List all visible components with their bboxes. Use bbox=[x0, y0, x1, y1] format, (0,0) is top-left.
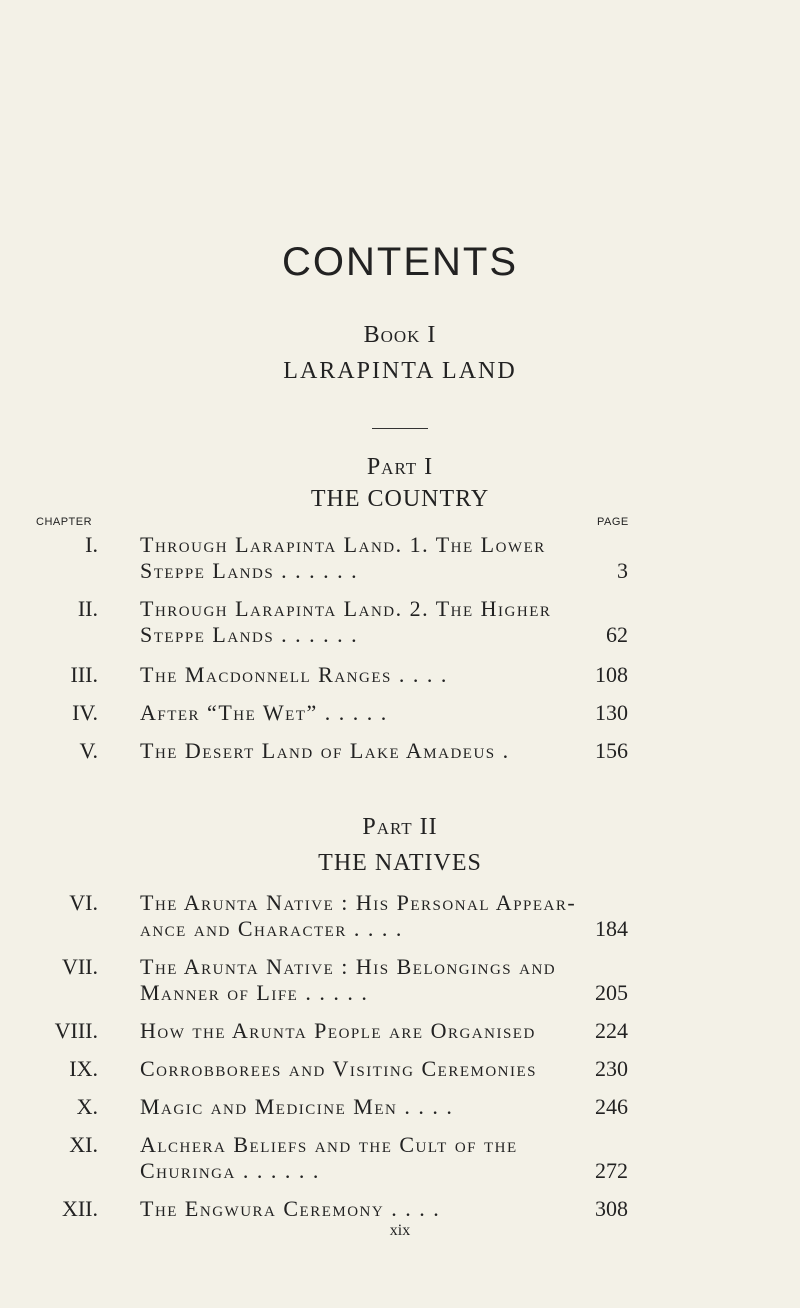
page-number: 62 bbox=[606, 622, 628, 647]
page-number: 156 bbox=[595, 738, 628, 763]
chapter-number: VIII. bbox=[54, 1018, 98, 1043]
chapter-title-line: Churinga . . . . . . bbox=[140, 1158, 320, 1183]
page-number: 205 bbox=[595, 980, 628, 1005]
chapter-title-line: Steppe Lands . . . . . . bbox=[140, 622, 359, 647]
chapter-column-header: CHAPTER bbox=[36, 516, 93, 528]
book-label: Book I bbox=[363, 322, 437, 348]
divider bbox=[372, 428, 428, 429]
chapter-title-line: The Desert Land of Lake Amadeus . bbox=[140, 738, 510, 763]
part-2-label: Part II bbox=[362, 814, 438, 840]
chapter-title-line: Steppe Lands . . . . . . bbox=[140, 558, 359, 583]
chapter-number: IX. bbox=[69, 1056, 98, 1081]
page-number: 230 bbox=[595, 1056, 628, 1081]
chapter-title-line: The Engwura Ceremony . . . . bbox=[140, 1196, 441, 1221]
chapter-number: V. bbox=[79, 738, 98, 763]
page-number: 184 bbox=[595, 916, 628, 941]
chapter-title-line: ance and Character . . . . bbox=[140, 916, 403, 941]
chapter-title-line: Magic and Medicine Men . . . . bbox=[140, 1094, 454, 1119]
chapter-number: IV. bbox=[72, 700, 98, 725]
chapter-number: II. bbox=[77, 596, 98, 621]
chapter-title-line: The Macdonnell Ranges . . . . bbox=[140, 662, 448, 687]
chapter-title-line: Alchera Beliefs and the Cult of the bbox=[140, 1132, 518, 1157]
page-number: 308 bbox=[595, 1196, 628, 1221]
page-number: 272 bbox=[595, 1158, 628, 1183]
chapter-number: I. bbox=[85, 532, 98, 557]
book-title: LARAPINTA LAND bbox=[283, 358, 517, 384]
page-number: 3 bbox=[617, 558, 628, 583]
chapter-title-line: Corrobborees and Visiting Ceremonies bbox=[140, 1056, 538, 1081]
part-1-label: Part I bbox=[366, 454, 434, 480]
part-2-title: THE NATIVES bbox=[318, 850, 482, 876]
page-column-header: PAGE bbox=[597, 516, 629, 528]
chapter-number: XI. bbox=[69, 1132, 98, 1157]
chapter-title-line: After “The Wet” . . . . . bbox=[140, 700, 388, 725]
chapter-title-line: Through Larapinta Land. 1. The Lower bbox=[140, 532, 546, 557]
page-number: 224 bbox=[595, 1018, 628, 1043]
chapter-number: III. bbox=[70, 662, 98, 687]
page-number: 108 bbox=[595, 662, 628, 687]
chapter-title-line: The Arunta Native : His Belongings and bbox=[140, 954, 557, 979]
folio: xix bbox=[389, 1222, 411, 1239]
page-title: CONTENTS bbox=[282, 240, 518, 284]
chapter-title-line: Through Larapinta Land. 2. The Higher bbox=[140, 596, 552, 621]
chapter-number: X. bbox=[76, 1094, 98, 1119]
chapter-title-line: How the Arunta People are Organised bbox=[140, 1018, 536, 1043]
chapter-title-line: The Arunta Native : His Personal Appear- bbox=[140, 890, 577, 915]
chapter-number: XII. bbox=[61, 1196, 98, 1221]
part-1-title: THE COUNTRY bbox=[310, 486, 490, 512]
chapter-number: VI. bbox=[69, 890, 98, 915]
chapter-number: VII. bbox=[61, 954, 98, 979]
page-number: 246 bbox=[595, 1094, 628, 1119]
page-number: 130 bbox=[595, 700, 628, 725]
chapter-title-line: Manner of Life . . . . . bbox=[140, 980, 369, 1005]
